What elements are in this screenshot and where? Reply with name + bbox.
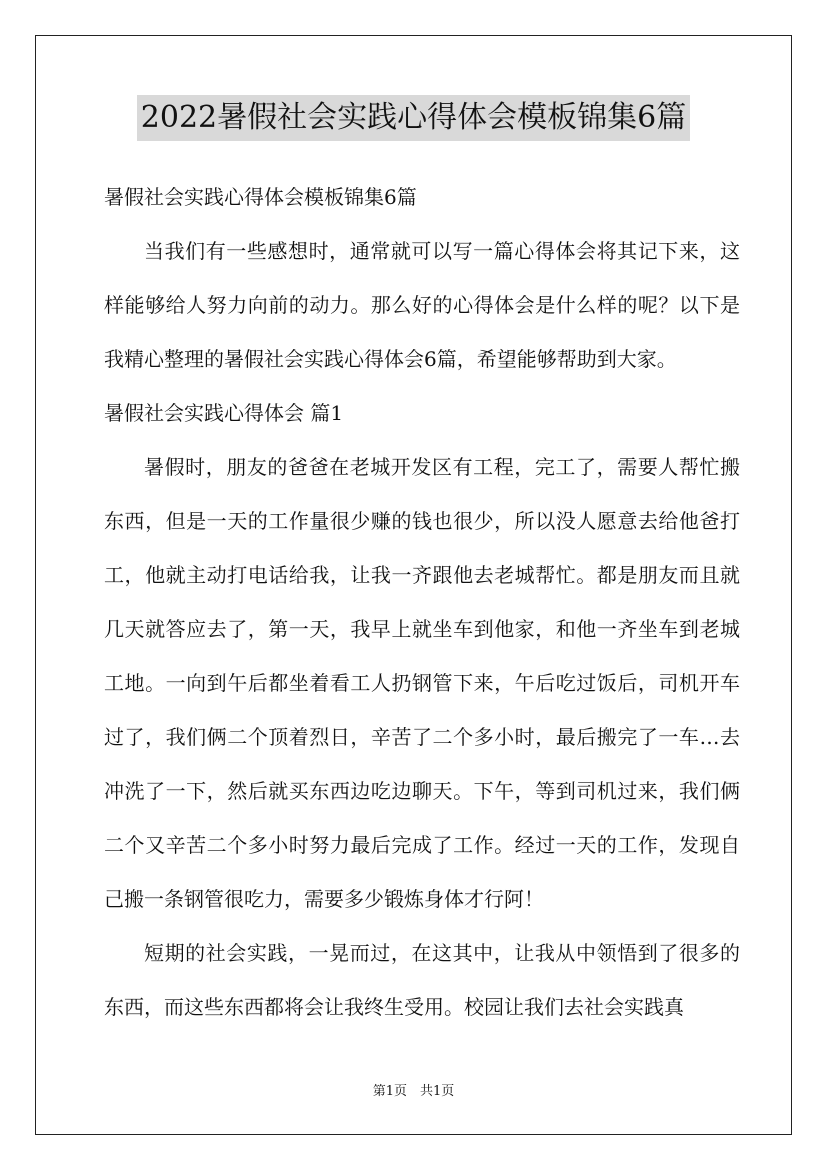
section-heading: 暑假社会实践心得体会 篇1 bbox=[104, 401, 344, 425]
document-title: 2022暑假社会实践心得体会模板锦集6篇 bbox=[137, 95, 690, 141]
body-paragraph: 短期的社会实践，一晃而过，在这其中，让我从中领悟到了很多的东西，而这些东西都将会让我终生受用。校园让我们去社会实践真 bbox=[104, 941, 740, 1019]
intro-paragraph: 当我们有一些感想时，通常就可以写一篇心得体会将其记下来，这样能够给人努力向前的动力。那么好的心得体会是什么样的呢？以下是我精心整理的暑假社会实践心得体会6篇，希望能够帮助到大家。 bbox=[104, 239, 740, 371]
document-body bbox=[104, 170, 740, 1034]
title-wrapper bbox=[0, 95, 827, 141]
page-footer: 第1页 共1页 bbox=[372, 1084, 455, 1099]
body-paragraph: 暑假时，朋友的爸爸在老城开发区有工程，完工了，需要人帮忙搬东西，但是一天的工作量很少赚的钱也很少，所以没人愿意去给他爸打工，他就主动打电话给我，让我一齐跟他去老城帮忙。都是朋友而且就几天就答应去了，第一天，我早上就坐车到他家，和他一齐坐车到老城工地。一向到午后都坐着看工人扔钢管下来，午后吃过饭后，司机开车过了，我们俩二个顶着烈日，辛苦了二个多小时，最后搬完了一车…去冲洗了一下，然后就买东西边吃边聊天。下午，等到司机过来，我们俩二个又辛苦二个多小时努力最后完成了工作。经过一天的工作，发现自己搬一条钢管很吃力，需要多少锻炼身体才行阿！ bbox=[104, 455, 740, 911]
document-subtitle: 暑假社会实践心得体会模板锦集6篇 bbox=[104, 185, 417, 209]
